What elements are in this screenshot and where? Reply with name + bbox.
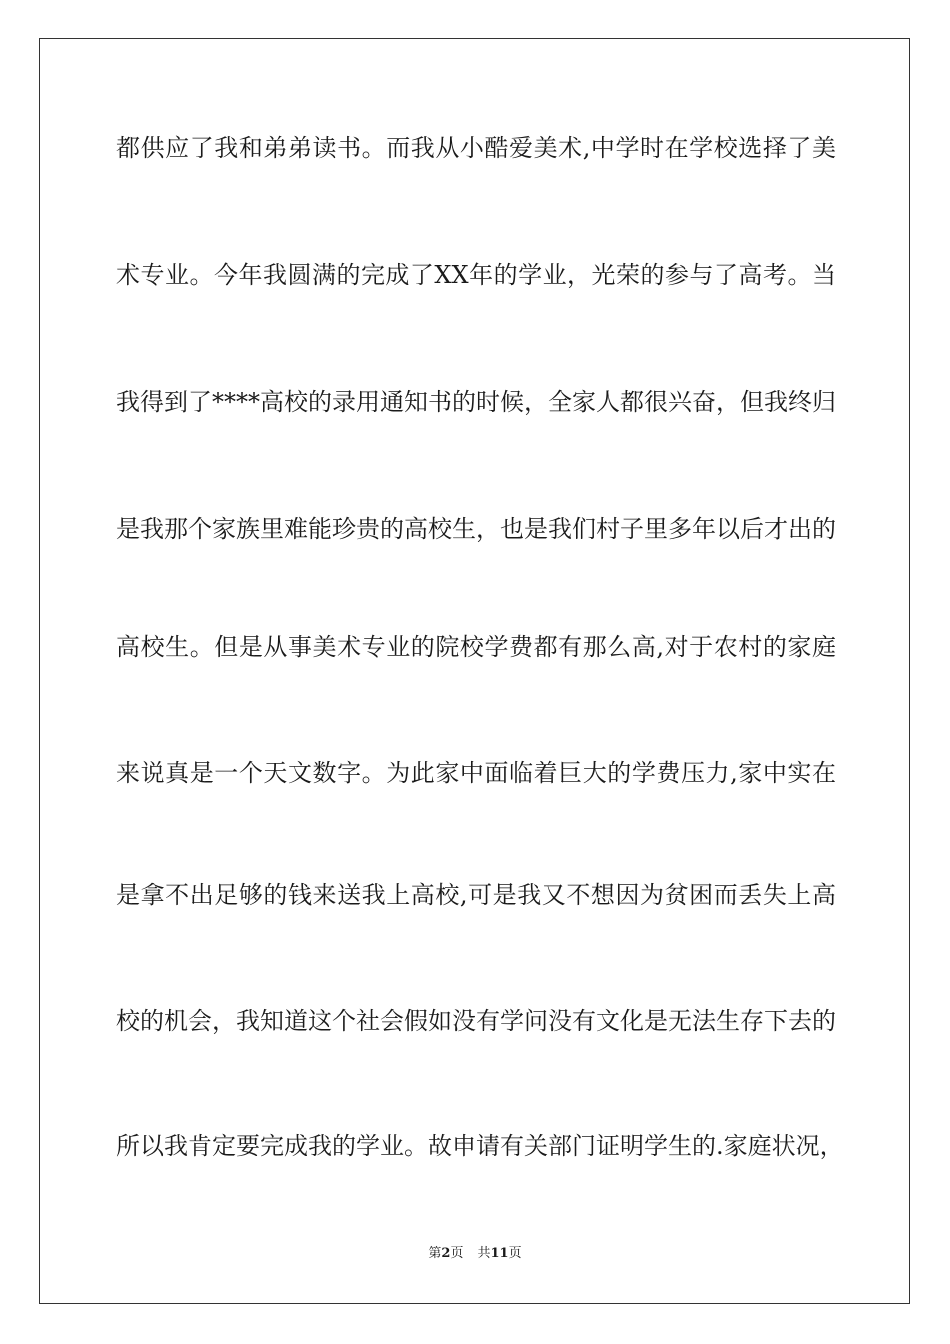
page-prefix: 第 <box>428 1246 442 1261</box>
paragraph-line: 是我那个家族里难能珍贵的高校生，也是我们村子里多年以后才出的 <box>116 515 836 543</box>
total-prefix: 共 <box>477 1246 491 1261</box>
page-footer <box>0 1244 950 1264</box>
paragraph-line: 所以我肯定要完成我的学业。故申请有关部门证明学生的.家庭状况， <box>116 1132 844 1160</box>
page-suffix: 页 <box>450 1246 464 1261</box>
paragraph-line: 校的机会，我知道这个社会假如没有学问没有文化是无法生存下去的 <box>116 1007 836 1035</box>
total-suffix: 页 <box>508 1246 522 1261</box>
paragraph-line: 高校生。但是从事美术专业的院校学费都有那么高,对于农村的家庭 <box>116 633 836 661</box>
page-number: 2 <box>441 1246 451 1261</box>
page-border <box>39 38 910 1304</box>
paragraph-line: 我得到了****高校的录用通知书的时候，全家人都很兴奋，但我终归 <box>116 388 836 416</box>
paragraph-line: 都供应了我和弟弟读书。而我从小酷爱美术,中学时在学校选择了美 <box>116 134 836 162</box>
paragraph-line: 是拿不出足够的钱来送我上高校,可是我又不想因为贫困而丢失上高 <box>116 881 836 909</box>
total-pages: 11 <box>490 1246 509 1261</box>
paragraph-line: 来说真是一个天文数字。为此家中面临着巨大的学费压力,家中实在 <box>116 759 836 787</box>
paragraph-line: 术专业。今年我圆满的完成了XX年的学业，光荣的参与了高考。当 <box>116 261 836 289</box>
